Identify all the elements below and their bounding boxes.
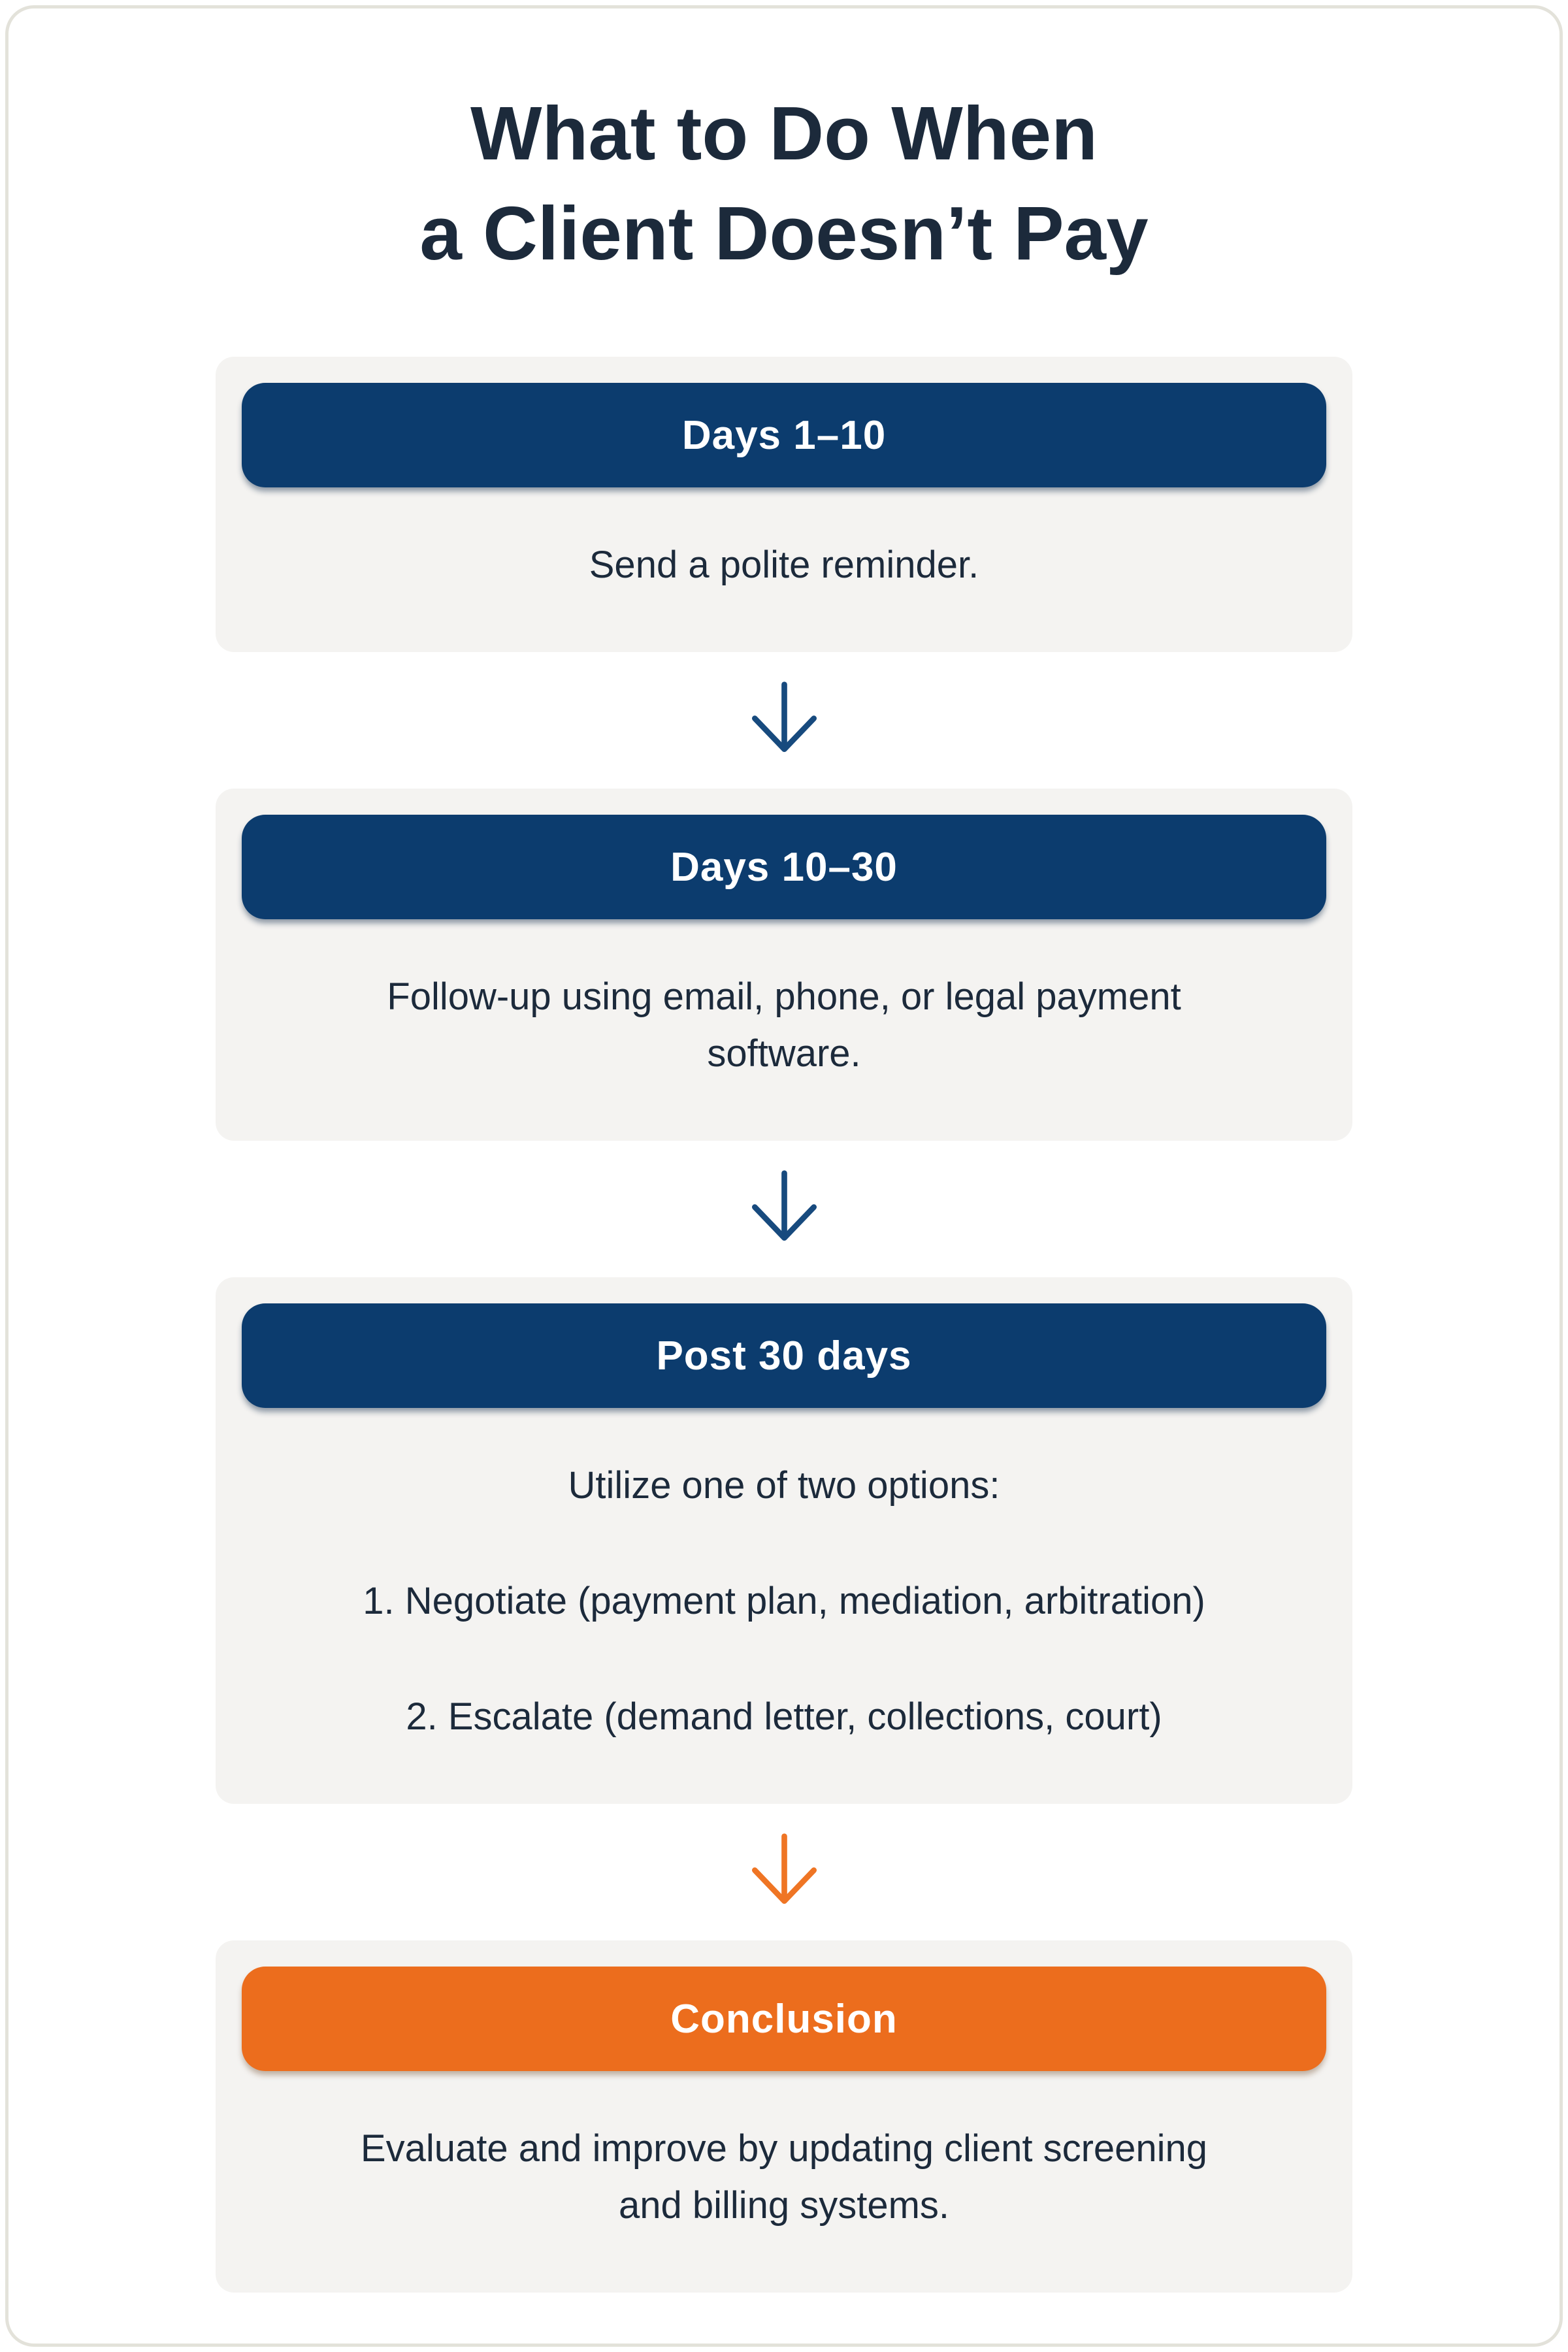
step-header-label: Post 30 days <box>656 1333 912 1379</box>
step-header-label: Days 10–30 <box>670 844 898 890</box>
step-body <box>216 536 1352 593</box>
step-body-option-2: 2. Escalate (demand letter, collections, court) <box>406 1695 1162 1739</box>
step-body-text: Utilize one of two options: <box>568 1464 1000 1507</box>
step-body-text: Follow-up using email, phone, or legal payment software. <box>387 975 1181 1075</box>
flow-arrow-2 <box>743 1168 825 1250</box>
flow-arrow-3 <box>743 1831 825 1913</box>
flow-arrow-1 <box>743 679 825 761</box>
step-body <box>216 2120 1352 2234</box>
down-arrow-icon <box>743 1831 825 1913</box>
step-header-pill <box>242 815 1326 919</box>
down-arrow-icon <box>743 1168 825 1250</box>
step-header-pill <box>242 383 1326 487</box>
infographic-title <box>419 84 1148 284</box>
step-header-label: Days 1–10 <box>681 412 887 458</box>
step-header-label: Conclusion <box>670 1996 898 2042</box>
step-card-days-10-30 <box>216 789 1352 1141</box>
title-line-2: a Client Doesn’t Pay <box>419 191 1149 276</box>
step-card-conclusion <box>216 1940 1352 2293</box>
step-body-text: Send a polite reminder. <box>589 544 979 587</box>
step-header-pill <box>242 1967 1326 2071</box>
down-arrow-icon <box>743 679 825 761</box>
title-line-1: What to Do When <box>470 91 1098 176</box>
step-body <box>216 1457 1352 1745</box>
step-body <box>216 968 1352 1082</box>
step-header-pill <box>242 1303 1326 1408</box>
step-body-text: Evaluate and improve by updating client screening and billing systems. <box>360 2127 1208 2227</box>
step-card-days-1-10 <box>216 357 1352 652</box>
step-card-post-30-days <box>216 1277 1352 1804</box>
step-body-option-1: 1. Negotiate (payment plan, mediation, arbitration) <box>363 1580 1205 1623</box>
